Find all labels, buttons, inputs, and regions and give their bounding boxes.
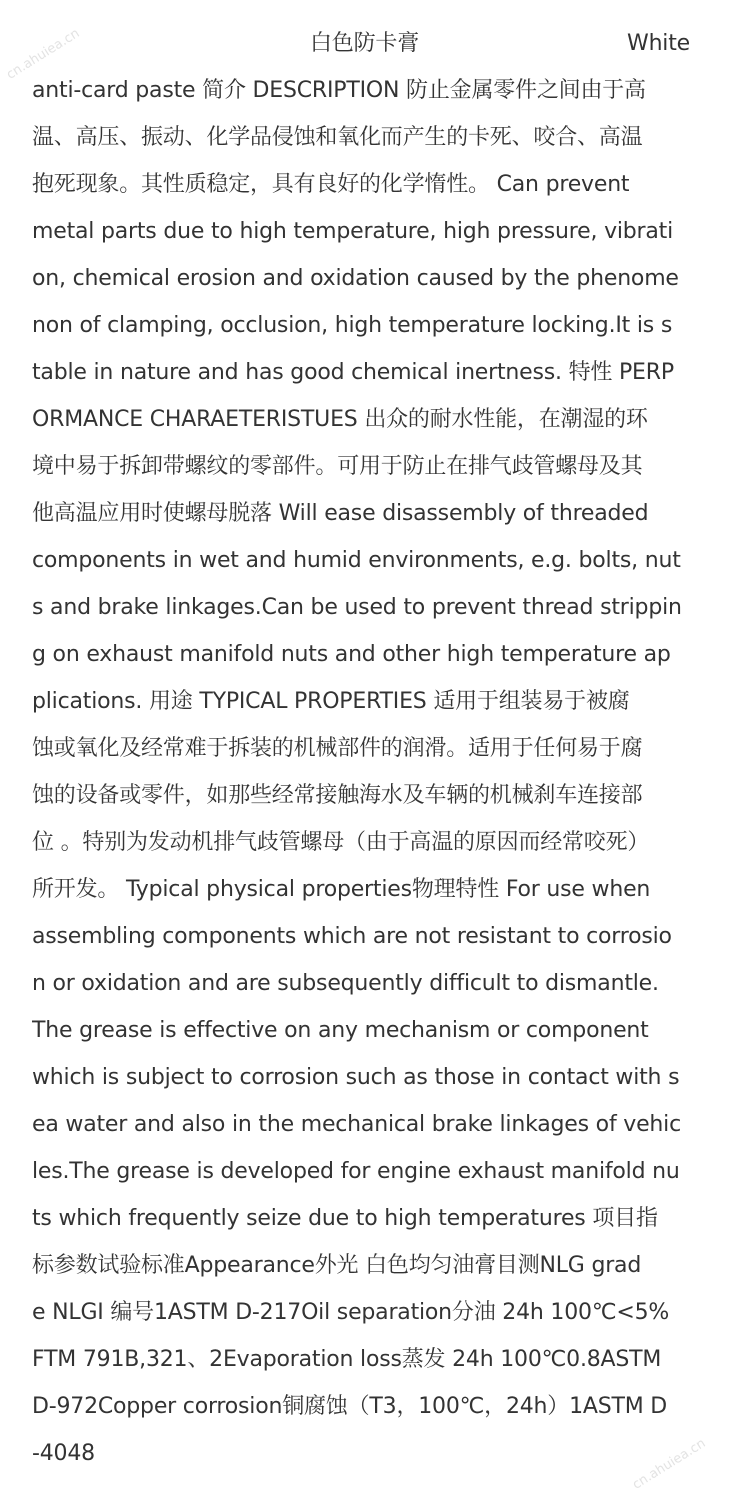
text-line: 抱死现象。其性质稳定，具有良好的化学惰性。 Can prevent: [32, 172, 630, 197]
text-line: which is subject to corrosion such as those in contact with s: [32, 1065, 680, 1090]
text-line: n or oxidation and are subsequently difficult to dismantle.: [32, 971, 659, 996]
text-line: metal parts due to high temperature, high pressure, vibrati: [32, 219, 674, 244]
text-line: components in wet and humid environments, e.g. bolts, nut: [32, 548, 681, 573]
title-line: [0, 24, 736, 64]
text-line: non of clamping, occlusion, high temperature locking.It is s: [32, 313, 673, 338]
text-line: e NLGI 编号1ASTM D-217Oil separation分油 24h 100℃<5%: [32, 1300, 670, 1325]
text-line: D-972Copper corrosion铜腐蚀（T3，100℃，24h）1ASTM D: [32, 1394, 668, 1419]
text-line: ORMANCE CHARAETERISTUES 出众的耐水性能，在潮湿的环: [32, 407, 648, 432]
text-line: s and brake linkages.Can be used to prevent thread strippin: [32, 595, 682, 620]
text-line: 标参数试验标准Appearance外光 白色均匀油膏目测NLG grad: [32, 1253, 642, 1278]
text-line: 他高温应用时使螺母脱落 Will ease disassembly of threaded: [32, 501, 649, 526]
text-line: 蚀的设备或零件，如那些经常接触海水及车辆的机械刹车连接部: [32, 783, 643, 808]
text-line: The grease is effective on any mechanism or component: [32, 1018, 649, 1043]
text-line: -4048: [32, 1441, 95, 1466]
text-line: table in nature and has good chemical inertness. 特性 PERP: [32, 360, 674, 385]
text-line: 温、高压、振动、化学品侵蚀和氧化而产生的卡死、咬合、高温: [32, 125, 643, 150]
title-english: White: [627, 31, 690, 56]
text-line: ts which frequently seize due to high temperatures 项目指: [32, 1206, 658, 1231]
text-line: on, chemical erosion and oxidation caused by the phenome: [32, 266, 679, 291]
text-line: plications. 用途 TYPICAL PROPERTIES 适用于组装易于被腐: [32, 689, 630, 714]
text-line: les.The grease is developed for engine exhaust manifold nu: [32, 1159, 680, 1184]
text-line: assembling components which are not resistant to corrosio: [32, 924, 672, 949]
text-line: 蚀或氧化及经常难于拆装的机械部件的润滑。适用于任何易于腐: [32, 736, 643, 761]
text-line: g on exhaust manifold nuts and other high temperature ap: [32, 642, 671, 667]
text-line: 境中易于拆卸带螺纹的零部件。可用于防止在排气歧管螺母及其: [32, 454, 643, 479]
text-line: 所开发。 Typical physical properties物理特性 For use when: [32, 877, 651, 902]
text-line: FTM 791B,321、2Evaporation loss蒸发 24h 100℃0.8ASTM: [32, 1347, 662, 1372]
text-line: 位 。特别为发动机排气歧管螺母（由于高温的原因而经常咬死）: [32, 830, 650, 855]
text-line: ea water and also in the mechanical brake linkages of vehic: [32, 1112, 681, 1137]
watermark-top-left: cn.ahuiea.cn: [4, 25, 83, 83]
title-chinese: 白色防卡膏: [310, 31, 420, 56]
watermark-bottom-right: cn.ahuiea.cn: [630, 1435, 709, 1493]
text-line: anti-card paste 简介 DESCRIPTION 防止金属零件之间由于高: [32, 78, 646, 103]
